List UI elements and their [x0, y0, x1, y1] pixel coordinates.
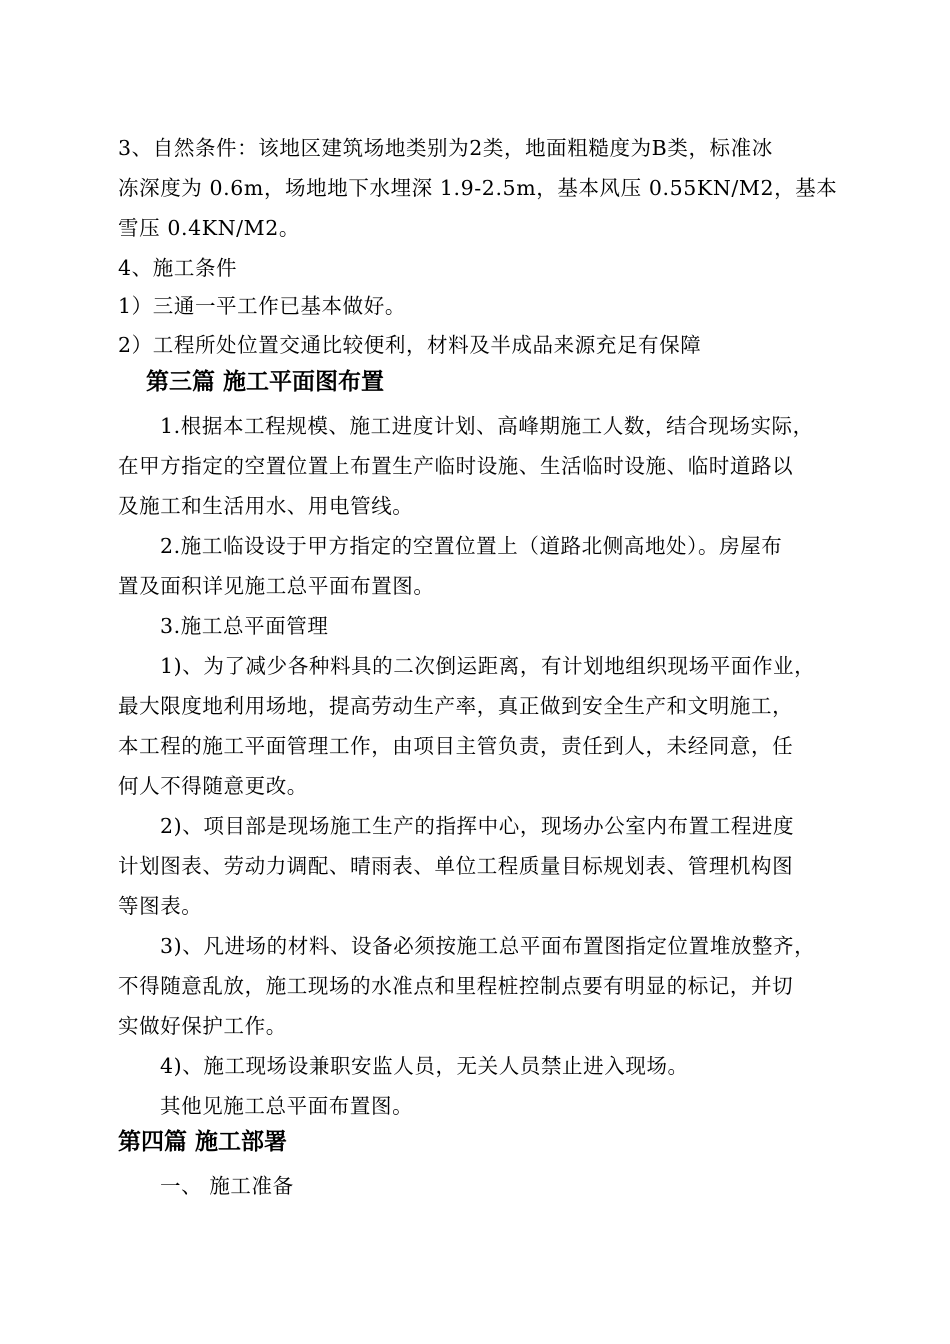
paragraph-line: 一、 施工准备: [160, 1174, 294, 1198]
paragraph-line: 实做好保护工作。: [118, 1014, 287, 1038]
paragraph-line: 雪压 0.4KN/M2。: [118, 216, 301, 240]
paragraph-line: 1）三通一平工作已基本做好。: [118, 294, 406, 318]
paragraph-line: 及施工和生活用水、用电管线。: [118, 494, 414, 518]
chapter-heading: 第三篇 施工平面图布置: [146, 369, 385, 395]
paragraph-line: 4、施工条件: [118, 256, 238, 280]
paragraph-line: 3)、凡进场的材料、设备必须按施工总平面布置图指定位置堆放整齐，: [160, 934, 816, 958]
paragraph-line: 1)、为了减少各种料具的二次倒运距离，有计划地组织现场平面作业，: [160, 654, 816, 678]
paragraph-line: 置及面积详见施工总平面布置图。: [118, 574, 435, 598]
paragraph-line: 2）工程所处位置交通比较便利，材料及半成品来源充足有保障: [118, 333, 702, 357]
paragraph-line: 4)、施工现场设兼职安监人员，无关人员禁止进入现场。: [160, 1054, 689, 1078]
paragraph-line: 1.根据本工程规模、施工进度计划、高峰期施工人数，结合现场实际，: [160, 414, 814, 438]
paragraph-line: 2)、项目部是现场施工生产的指挥中心，现场办公室内布置工程进度: [160, 814, 795, 838]
paragraph-line: 本工程的施工平面管理工作，由项目主管负责，责任到人，未经同意，任: [118, 734, 794, 758]
paragraph-line: 等图表。: [118, 894, 203, 918]
paragraph-line: 冻深度为 0.6m，场地地下水埋深 1.9-2.5m，基本风压 0.55KN/M2，基本: [118, 176, 838, 200]
paragraph-line: 何人不得随意更改。: [118, 774, 308, 798]
paragraph-line: 在甲方指定的空置位置上布置生产临时设施、生活临时设施、临时道路以: [118, 454, 794, 478]
paragraph-line: 不得随意乱放，施工现场的水准点和里程桩控制点要有明显的标记，并切: [118, 974, 794, 998]
paragraph-line: 最大限度地利用场地，提高劳动生产率，真正做到安全生产和文明施工，: [118, 694, 794, 718]
paragraph-line: 2.施工临设设于甲方指定的空置位置上（道路北侧高地处）。房屋布: [160, 534, 783, 558]
paragraph-line: 计划图表、劳动力调配、晴雨表、单位工程质量目标规划表、管理机构图: [118, 854, 794, 878]
paragraph-line: 3.施工总平面管理: [160, 614, 329, 638]
paragraph-line: 3、自然条件：该地区建筑场地类别为2类，地面粗糙度为B类，标准冰: [118, 136, 773, 160]
chapter-heading: 第四篇 施工部署: [118, 1129, 288, 1155]
paragraph-line: 其他见施工总平面布置图。: [160, 1094, 414, 1118]
